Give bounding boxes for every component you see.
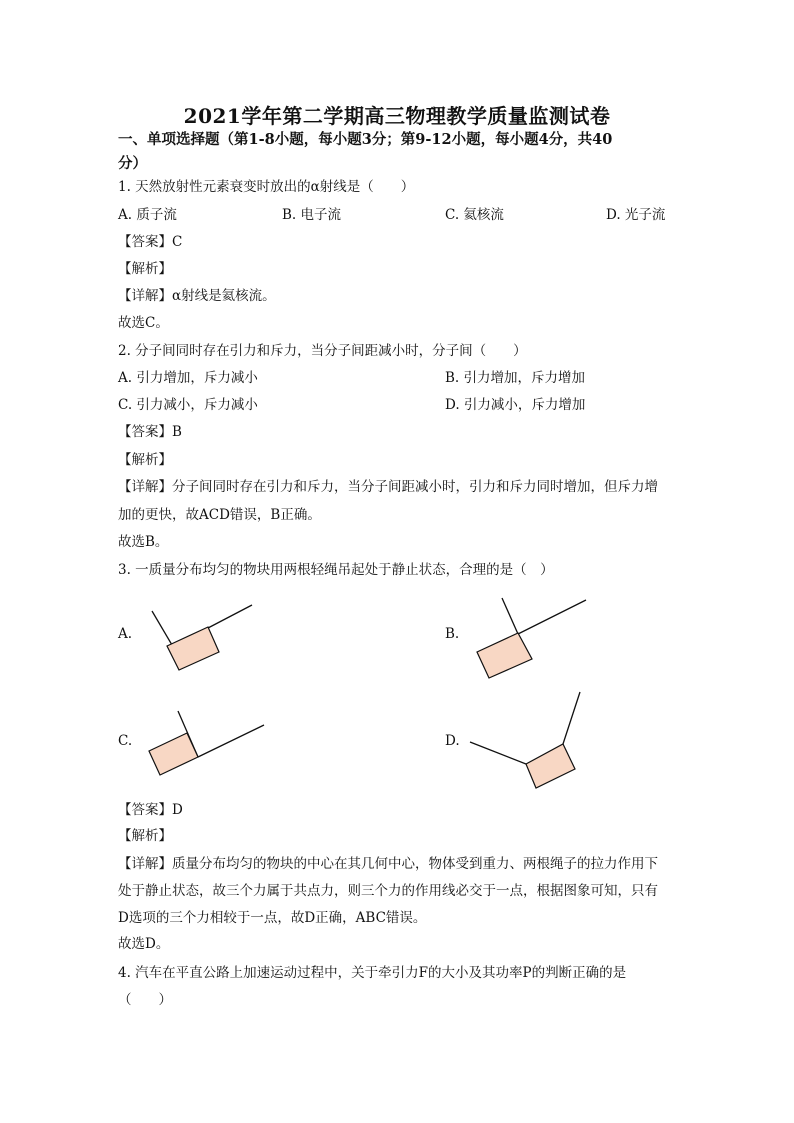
figure-b-rope-right [518, 600, 586, 634]
q3-detail-line1 [118, 854, 658, 874]
q3-figure-d [470, 692, 580, 788]
q4-stem-line1: 4. 汽车在平直公路上加速运动过程中，关于牵引力F的大小及其功率P的判断正确的是 [118, 965, 627, 981]
q2-option-d: D. 引力减小，斥力增加 [445, 397, 586, 413]
q1-answer-value: C [172, 234, 183, 250]
exam-title: 2021学年第二学期高三物理教学质量监测试卷 [183, 104, 611, 128]
q2-detail-line1 [118, 477, 658, 497]
q3-detail-line2: 处于静止状态，故三个力属于共点力，则三个力的作用线必交于一点，根据图象可知，只有 [118, 883, 658, 899]
q2-option-b: B. 引力增加，斥力增加 [445, 370, 586, 386]
answer-label: 【答案】 [118, 424, 172, 440]
q3-analysis-label: 【解析】 [118, 828, 172, 844]
q3-figure-b-label: B. [445, 626, 460, 642]
section-heading-line2: 分） [118, 155, 147, 172]
q3-figure-a-label: A. [118, 626, 133, 642]
q3-figure-c-label: C. [118, 733, 133, 749]
detail-label: 【详解】 [118, 856, 172, 872]
q3-figure-a [152, 605, 252, 670]
q1-detail-text: α射线是氦核流。 [172, 288, 276, 304]
q3-answer-value: D [172, 802, 183, 818]
q3-conclusion: 故选D。 [118, 936, 170, 952]
section-heading-line1: 一、单项选择题（第1-8小题，每小题3分；第9-12小题，每小题4分，共40 [118, 131, 613, 148]
detail-label: 【详解】 [118, 288, 172, 304]
q3-figure-b [477, 598, 586, 678]
detail-label: 【详解】 [118, 479, 172, 495]
q1-option-d: D. 光子流 [606, 207, 666, 223]
q2-answer-value: B [172, 424, 182, 440]
q1-analysis-label: 【解析】 [118, 261, 172, 277]
figure-c-block [149, 733, 198, 775]
q1-stem: 1. 天然放射性元素衰变时放出的α射线是（ ） [118, 179, 415, 195]
figure-c-rope-left [178, 711, 198, 757]
q1-answer [118, 232, 182, 252]
q3-answer [118, 800, 183, 820]
q2-detail-line2: 加的更快，故ACD错误，B正确。 [118, 507, 321, 523]
q2-option-a: A. 引力增加，斥力减小 [118, 370, 258, 386]
q1-option-a: A. 质子流 [118, 207, 177, 223]
q3-figure-c [149, 711, 264, 775]
q2-conclusion: 故选B。 [118, 534, 169, 550]
q1-detail [118, 286, 276, 306]
figure-a-rope-right [208, 605, 252, 628]
q4-stem-line2: （ ） [118, 992, 172, 1008]
figure-c-rope-right [198, 725, 264, 757]
figure-d-rope-right [563, 692, 580, 744]
figure-d-rope-left [470, 742, 526, 764]
figure-b-rope-left [502, 598, 518, 634]
q2-stem: 2. 分子间同时存在引力和斥力，当分子间距减小时，分子间（ ） [118, 343, 527, 359]
figure-d-block [526, 744, 575, 788]
q1-option-c: C. 氦核流 [445, 207, 504, 223]
q2-analysis-label: 【解析】 [118, 452, 172, 468]
q3-stem: 3. 一质量分布均匀的物块用两根轻绳吊起处于静止状态，合理的是（ ） [118, 562, 554, 578]
q3-figure-d-label: D. [445, 733, 460, 749]
q3-detail-text1: 质量分布均匀的物块的中心在其几何中心，物体受到重力、两根绳子的拉力作用下 [172, 856, 658, 872]
q2-detail-text1: 分子间同时存在引力和斥力，当分子间距减小时，引力和斥力同时增加，但斥力增 [172, 479, 658, 495]
figure-a-block [167, 627, 219, 670]
figure-b-block [477, 633, 532, 678]
q1-option-b: B. 电子流 [282, 207, 342, 223]
section-heading [118, 128, 678, 176]
figure-a-rope-left [152, 611, 172, 645]
q2-answer [118, 422, 182, 442]
q1-conclusion: 故选C。 [118, 315, 169, 331]
q3-detail-line3: D选项的三个力相较于一点，故D正确，ABC错误。 [118, 910, 427, 926]
answer-label: 【答案】 [118, 234, 172, 250]
q2-option-c: C. 引力减小，斥力减小 [118, 397, 258, 413]
answer-label: 【答案】 [118, 802, 172, 818]
